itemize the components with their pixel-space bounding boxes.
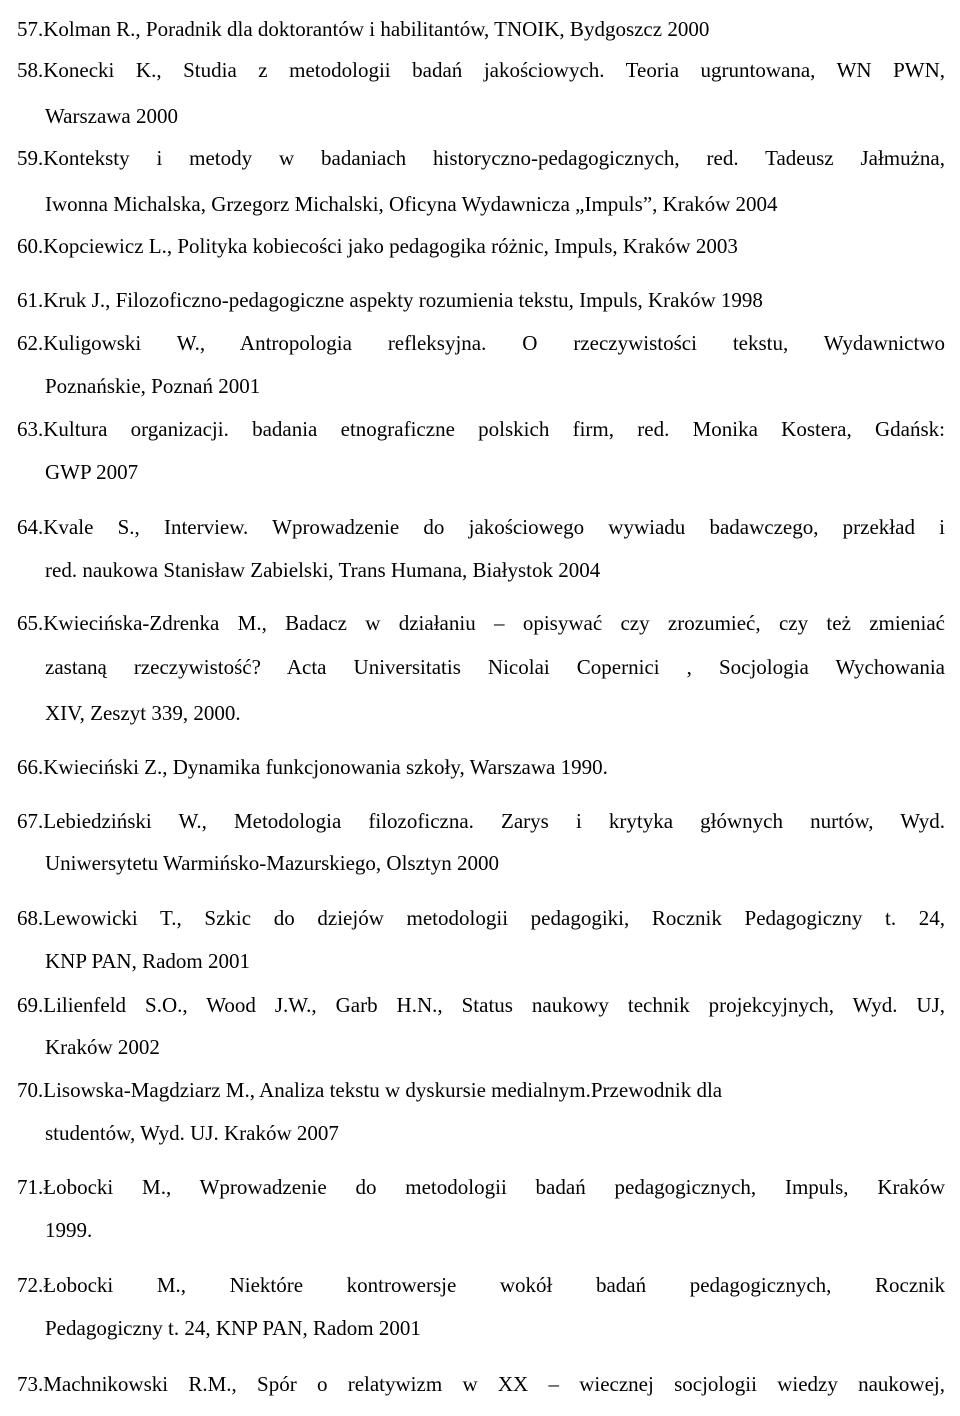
entry-continuation-line: Pedagogiczny t. 24, KNP PAN, Radom 2001 (45, 1316, 421, 1340)
entry-first-line: 65.Kwiecińska-Zdrenka M., Badacz w działaniu – opisywać czy zrozumieć, czy też zmieniać (17, 611, 945, 635)
entry-continuation-line: 1999. (45, 1218, 93, 1242)
entry-first-line: 58.Konecki K., Studia z metodologii badań jakościowych. Teoria ugruntowana, WN PWN, (17, 58, 945, 82)
entry-first-line: 66.Kwieciński Z., Dynamika funkcjonowania szkoły, Warszawa 1990. (17, 755, 608, 779)
entry-continuation-line: zastaną rzeczywistość? Acta Universitatis Nicolai Copernici , Socjologia Wychowania (45, 655, 945, 679)
entry-continuation-line: Kraków 2002 (45, 1035, 160, 1059)
entry-first-line: 63.Kultura organizacji. badania etnograficzne polskich firm, red. Monika Kostera, Gdańsk: (17, 417, 945, 441)
entry-continuation-line: Uniwersytetu Warmińsko-Mazurskiego, Olsztyn 2000 (45, 851, 500, 875)
entry-first-line: 59.Konteksty i metody w badaniach historyczno-pedagogicznych, red. Tadeusz Jałmużna, (17, 146, 945, 170)
entry-continuation-line: studentów, Wyd. UJ. Kraków 2007 (45, 1121, 339, 1145)
entry-first-line: 71.Łobocki M., Wprowadzenie do metodologii badań pedagogicznych, Impuls, Kraków (17, 1175, 945, 1199)
entry-continuation-line: GWP 2007 (45, 460, 139, 484)
entry-first-line: 67.Lebiedziński W., Metodologia filozoficzna. Zarys i krytyka głównych nurtów, Wyd. (17, 809, 945, 833)
entry-first-line: 72.Łobocki M., Niektóre kontrowersje wokół badań pedagogicznych, Rocznik (17, 1273, 945, 1297)
entry-first-line: 68.Lewowicki T., Szkic do dziejów metodologii pedagogiki, Rocznik Pedagogiczny t. 24, (17, 906, 945, 930)
entry-first-line: 61.Kruk J., Filozoficzno-pedagogiczne aspekty rozumienia tekstu, Impuls, Kraków 1998 (17, 288, 763, 312)
entry-continuation-line: XIV, Zeszyt 339, 2000. (45, 701, 241, 725)
entry-first-line: 60.Kopciewicz L., Polityka kobiecości jako pedagogika różnic, Impuls, Kraków 2003 (17, 234, 738, 258)
entry-first-line: 70.Lisowska-Magdziarz M., Analiza tekstu w dyskursie medialnym.Przewodnik dla (17, 1078, 723, 1102)
entry-first-line: 73.Machnikowski R.M., Spór o relatywizm w XX – wiecznej socjologii wiedzy naukowej, (17, 1372, 945, 1396)
entry-first-line: 62.Kuligowski W., Antropologia refleksyjna. O rzeczywistości tekstu, Wydawnictwo (17, 331, 945, 355)
entry-continuation-line: Warszawa 2000 (45, 104, 179, 128)
entry-first-line: 69.Lilienfeld S.O., Wood J.W., Garb H.N., Status naukowy technik projekcyjnych, Wyd. UJ, (17, 993, 945, 1017)
entry-continuation-line: KNP PAN, Radom 2001 (45, 949, 250, 973)
entry-continuation-line: Poznańskie, Poznań 2001 (45, 374, 261, 398)
entry-first-line: 57.Kolman R., Poradnik dla doktorantów i habilitantów, TNOIK, Bydgoszcz 2000 (17, 17, 710, 41)
entry-continuation-line: Iwonna Michalska, Grzegorz Michalski, Oficyna Wydawnicza „Impuls”, Kraków 2004 (45, 192, 778, 216)
entry-continuation-line: red. naukowa Stanisław Zabielski, Trans Humana, Białystok 2004 (45, 558, 601, 582)
entry-first-line: 64.Kvale S., Interview. Wprowadzenie do jakościowego wywiadu badawczego, przekład i (17, 515, 945, 539)
